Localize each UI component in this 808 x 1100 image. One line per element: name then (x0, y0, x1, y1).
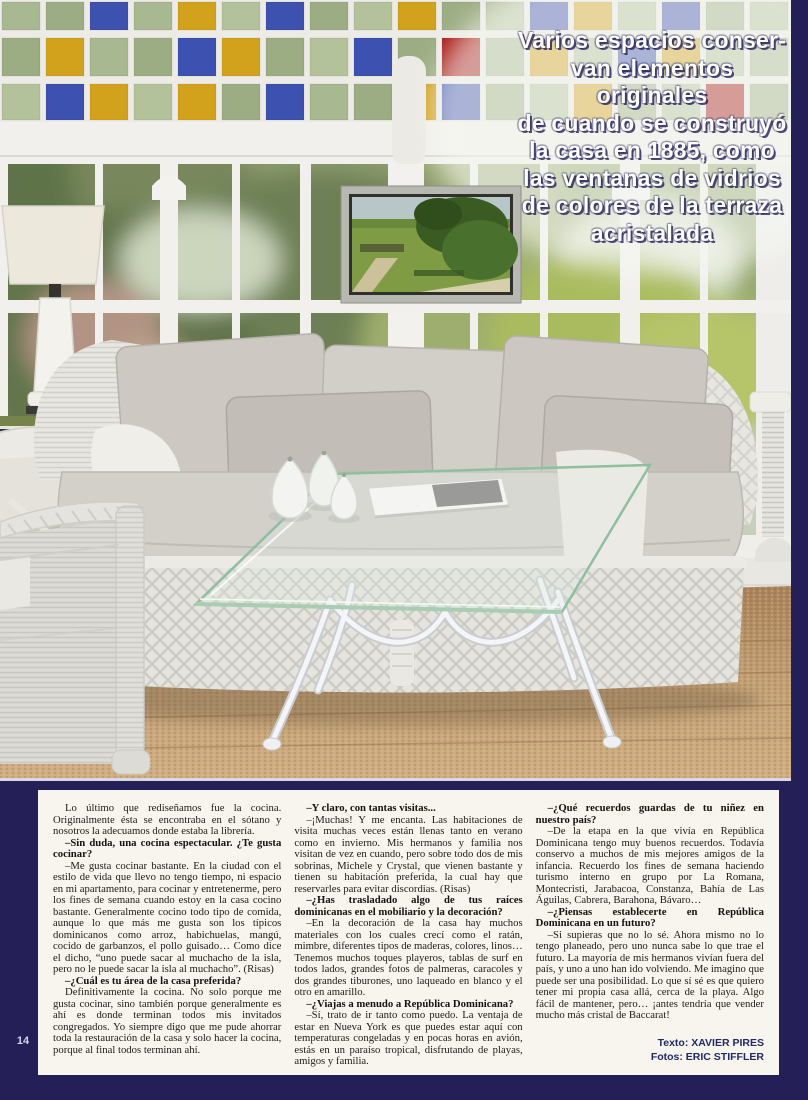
headline-line: van elementos originales (570, 54, 734, 108)
stained-glass-pane (178, 2, 216, 30)
interview-answer: –Sí, trato de ir tanto como puedo. La ventaja de estar en Nueva York es que puedes estar aquí con temperaturas congeladas y en pocas horas en avión, estás en un paraíso tropical, disfrutando de playas, amigos y familia. (294, 1009, 523, 1067)
interview-question: –Y claro, con tantas visitas... (306, 802, 436, 814)
headline-line: Varios espacios conser- (518, 27, 786, 53)
clear-glass-pane (354, 2, 392, 30)
interview-answer: –¡Muchas! Y me encanta. Las habitaciones de visita muchas veces están llenas tanto en verano como en invierno. Mis hermanos y familia nos visitan de vez en cuando, pero sobre todo dos de mis sobrinas, Michele y Crystal, que vienen bastante y tienen su habitación preferida, la cual hay que reservarles para evitar discordias. (Risas) (294, 813, 523, 895)
stained-glass-pane (46, 38, 84, 76)
clear-glass-pane (134, 38, 172, 76)
interview-answer: –De la etapa en la que vivía en República Dominicana tengo muy buenos recuerdos. Todavía conservo a muchos de mis mejores amigos de la infancia. Recuerdo los fines de semana haciendo turismo interno en grupo por La Romana, Montecristi, Jarabacoa, Constanza, Bahía de Las Águilas, Cabrera, Barahona, Bávaro… (535, 825, 764, 906)
headline-line: acristalada (590, 219, 714, 246)
clear-glass-pane (354, 84, 392, 120)
credit-line: Texto: XAVIER PIRES (657, 1036, 764, 1049)
interview-question: –¿Cuál es tu área de la casa preferida? (65, 974, 242, 987)
clear-glass-pane (2, 2, 40, 30)
stained-glass-pane (46, 84, 84, 120)
interview-answer: Definitivamente la cocina. No solo porque me gusta cocinar, sino también porque generalmente es ahí es donde terminan todos mis invitados congregados. Yo siempre digo que me pude ahorrar toda la restauración de la casa y solo hacer la cocina, porque al final todos terminan ahí. (53, 986, 282, 1056)
interview-answer: –Me gusta cocinar bastante. En la ciudad con el estilo de vida que llevo no tengo tiempo, ni espacio en mi apartamento, para cocinar y entretenerme, pero los fines de semana cuando estoy en la casa cocino bastante. Generalmente cocino todo tipo de comida, aunque lo que más me gusta son los típicos dominicanos como arroz, habichuelas, mangú, cocido de garbanzos, el pollo guisado… Como dice el dicho, “uno puede sacar al muchacho de la isla, pero no le puede sacar la isla al muchacho”. (Risas) (53, 859, 282, 975)
article-box (38, 790, 779, 1075)
interview-question: –¿Piensas establecerte en República Dominicana en un futuro? (535, 905, 764, 929)
stained-glass-pane (222, 38, 260, 76)
clear-glass-pane (222, 2, 260, 30)
interview-question: –Sin duda, una cocina espectacular. ¿Te gusta cocinar? (53, 836, 282, 860)
page-number: 14 (16, 1035, 30, 1047)
headline-line: de colores de la terraza (521, 192, 783, 218)
stained-glass-pane (178, 38, 216, 76)
interview-answer: –Si supieras que no lo sé. Ahora mismo no lo tengo planeado, pero uno nunca sabe lo que trae el futuro. La mayoría de mis hermanos vivían fuera del país, y uno a uno han ido volviendo. Me imagino que puede ser una posibilidad. Lo que sí sé es que quiero tener mi propia casa allá, cerca de la playa. Algo fácil de mantener, pero… ¡antes tendría que vender mucho más cristal de Baccarat! (535, 928, 764, 1021)
stained-glass-pane (90, 2, 128, 30)
stained-glass-pane (266, 84, 304, 120)
interview-question: –¿Viajas a menudo a República Dominicana? (306, 997, 514, 1010)
clear-glass-pane (2, 38, 40, 76)
credit-line: Fotos: ERIC STIFFLER (650, 1050, 764, 1063)
stained-glass-pane (266, 2, 304, 30)
stained-glass-pane (178, 84, 216, 120)
interview-question: –¿Qué recuerdos guardas de tu niñez en nuestro país? (535, 802, 764, 826)
clear-glass-pane (222, 84, 260, 120)
headline-line: la casa en 1885, como (529, 137, 775, 163)
interview-answer: –En la decoración de la casa hay muchos materiales con los cuales crecí como el ratán, mimbre, diferentes tipos de maderas, colores, linos… Tenemos muchos toques playeros, tablas de surf en todos lados, grandes fotos de palmeras, caracoles y dos grandes tiburones, uno laqueado en blanco y el otro en amarillo. (294, 917, 523, 998)
clear-glass-pane (310, 84, 348, 120)
article-column (53, 803, 281, 1065)
article-column (536, 803, 764, 1065)
clear-glass-pane (46, 2, 84, 30)
wicker-armchair (0, 502, 150, 774)
clear-glass-pane (134, 84, 172, 120)
interview-answer: Lo último que rediseñamos fue la cocina. Originalmente ésta se encontraba en el sótano y nosotros la adecuamos donde estaba la librería. (53, 802, 282, 837)
stained-glass-pane (398, 2, 436, 30)
headline-line: las ventanas de vidrios (523, 164, 781, 191)
article-column (294, 803, 522, 1065)
headline-line: de cuando se construyó (517, 109, 787, 136)
clear-glass-pane (2, 84, 40, 120)
headline (513, 27, 791, 247)
clear-glass-pane (310, 2, 348, 30)
interview-question: –¿Has trasladado algo de tus raíces dominicanas en el mobiliario y la decoración? (294, 894, 523, 918)
stained-glass-pane (90, 84, 128, 120)
clear-glass-pane (310, 38, 348, 76)
clear-glass-pane (90, 38, 128, 76)
landscape-painting (341, 186, 521, 303)
clear-glass-pane (134, 2, 172, 30)
clear-glass-pane (266, 38, 304, 76)
stained-glass-pane (354, 38, 392, 76)
